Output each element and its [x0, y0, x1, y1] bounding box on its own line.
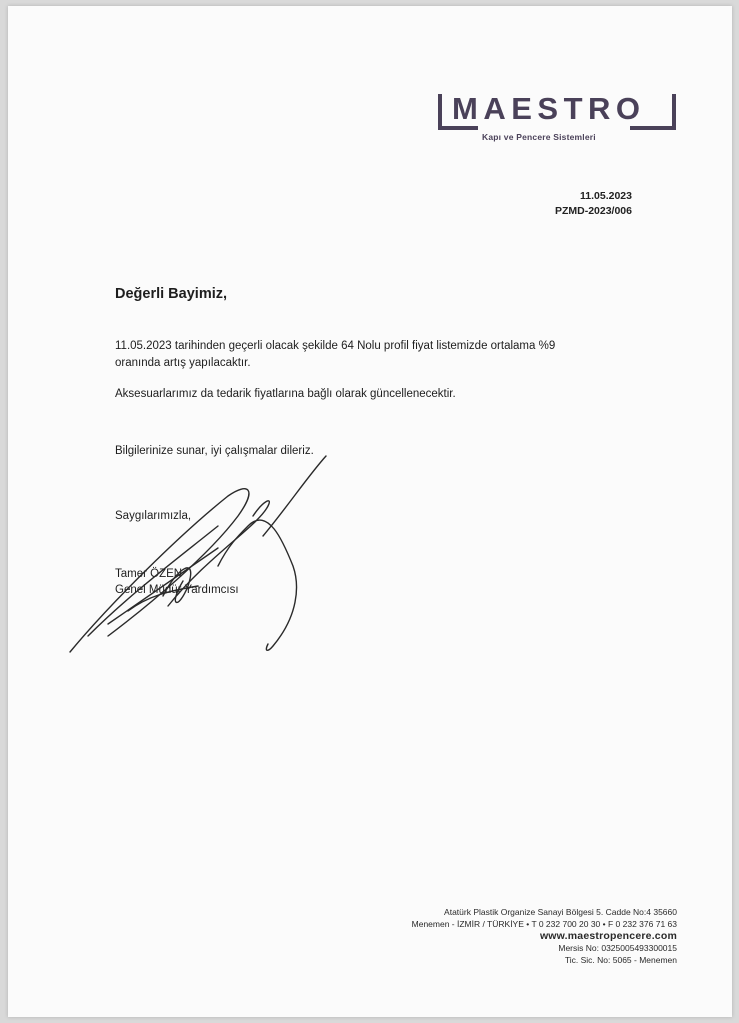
letter-meta — [555, 189, 632, 219]
footer-address: Atatürk Plastik Organize Sanayi Bölgesi 5. Cadde No:4 35660 — [444, 907, 677, 917]
company-logo — [438, 86, 673, 148]
footer-mersis: Mersis No: 0325005493300015 — [558, 943, 677, 953]
paragraph-line: oranında artış yapılacaktır. — [115, 357, 251, 369]
logo-wordmark: MAESTRO — [452, 91, 646, 126]
paragraph-price-increase — [115, 338, 555, 372]
footer-website: www.maestropencere.com — [539, 930, 677, 942]
handwritten-signature — [68, 446, 368, 666]
letter-reference: PZMD-2023/006 — [554, 205, 632, 217]
signer-name: Tamer ÖZEN — [115, 568, 183, 580]
footer-trade-registry: Tic. Sic. No: 5065 - Menemen — [564, 955, 677, 965]
paragraph-accessories: Aksesuarlarımız da tedarik fiyatlarına bağlı olarak güncellenecektir. — [115, 388, 456, 400]
signer-title: Genel Müdür Yardımcısı — [115, 584, 239, 596]
logo-tagline: Kapı ve Pencere Sistemleri — [482, 132, 596, 142]
footer-contact: Menemen - İZMİR / TÜRKİYE • T 0 232 700 20 30 • F 0 232 376 71 63 — [411, 919, 677, 929]
salutation: Değerli Bayimiz, — [115, 286, 228, 302]
closing-line: Saygılarımızla, — [115, 510, 192, 522]
letter-page — [8, 6, 732, 1017]
letter-footer — [412, 906, 677, 966]
paragraph-line: 11.05.2023 tarihinden geçerli olacak şekilde 64 Nolu profil fiyat listemizde ortalama %9 — [115, 340, 556, 352]
letter-date: 11.05.2023 — [580, 190, 632, 202]
paragraph-regards: Bilgilerinize sunar, iyi çalışmalar dileriz. — [115, 445, 314, 457]
